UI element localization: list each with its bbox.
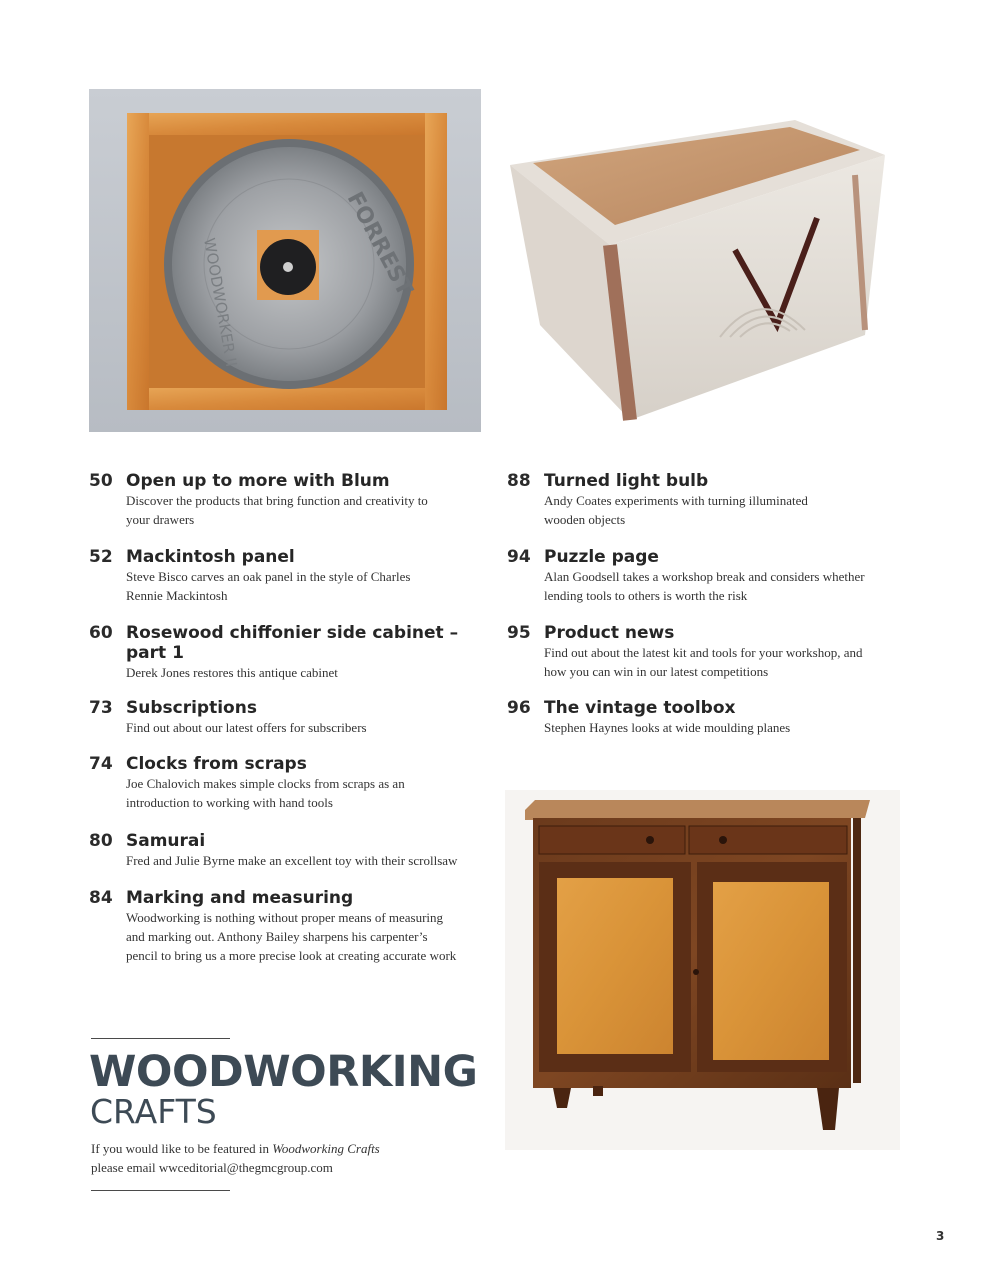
toc-page-number: 96 [507, 698, 531, 718]
toc-description-line: Woodworking is nothing without proper means of measuring [126, 910, 444, 925]
toc-page-number: 52 [89, 547, 113, 567]
divider-top [91, 1038, 230, 1039]
toc-title: Samurai [126, 831, 206, 851]
toc-description-line: pencil to bring us a more precise look at creating accurate work [126, 948, 457, 963]
toc-page-number: 80 [89, 831, 113, 851]
toc-entry[interactable] [507, 471, 902, 547]
toc-title: Open up to more with Blum [126, 471, 390, 491]
masthead-title: WOODWORKING [89, 1047, 478, 1097]
masthead-subtitle: CRAFTS [90, 1092, 217, 1131]
divider-bottom [91, 1190, 230, 1191]
feature-note-prefix: If you would like to be featured in [91, 1141, 273, 1156]
toc-description-line: Joe Chalovich makes simple clocks from scraps as an [126, 776, 405, 791]
toc-entry[interactable] [89, 623, 484, 698]
toc-entry[interactable] [507, 547, 902, 623]
toc-entry[interactable] [89, 888, 484, 968]
toc-entry[interactable] [89, 754, 484, 831]
toc-page-number: 74 [89, 754, 113, 774]
toc-title: Subscriptions [126, 698, 257, 718]
svg-text:FORREST: FORREST [341, 188, 418, 301]
toc-description-line: Alan Goodsell takes a workshop break and considers whether [544, 569, 865, 584]
feature-note-email[interactable]: please email wwceditorial@thegmcgroup.com [91, 1160, 333, 1175]
toc-description-line: lending tools to others is worth the risk [544, 588, 748, 603]
chest-photo [505, 115, 890, 430]
toc-page-number: 84 [89, 888, 113, 908]
toc-description-line: Steve Bisco carves an oak panel in the style of Charles [126, 569, 411, 584]
toc-description-line: and marking out. Anthony Bailey sharpens his carpenter’s [126, 929, 428, 944]
page-number: 3 [936, 1229, 945, 1243]
toc-title: Puzzle page [544, 547, 659, 567]
toc-page-number: 88 [507, 471, 531, 491]
toc-description-line: Fred and Julie Byrne make an excellent toy with their scrollsaw [126, 853, 458, 868]
cabinet-photo [505, 790, 900, 1150]
toc-entry[interactable] [507, 623, 902, 698]
toc-left-column [89, 471, 484, 968]
toc-page-number: 50 [89, 471, 113, 491]
feature-note [91, 1139, 451, 1177]
toc-title: Product news [544, 623, 675, 643]
toc-description-line: how you can win in our latest competitions [544, 664, 769, 679]
svg-text:WOODWORKER II: WOODWORKER II [200, 236, 241, 369]
toc-entry[interactable] [89, 698, 484, 754]
toc-description-line: Rennie Mackintosh [126, 588, 228, 603]
toc-description-line: Discover the products that bring function and creativity to [126, 493, 428, 508]
toc-description-line: Andy Coates experiments with turning illuminated [544, 493, 808, 508]
toc-title: Rosewood chiffonier side cabinet – [126, 623, 459, 643]
toc-title: Clocks from scraps [126, 754, 307, 774]
toc-description-line: Find out about our latest offers for subscribers [126, 720, 367, 735]
toc-title-continued: part 1 [126, 643, 184, 663]
saw-clock-photo [89, 89, 481, 432]
toc-title: The vintage toolbox [544, 698, 736, 718]
toc-description-line: Find out about the latest kit and tools for your workshop, and [544, 645, 863, 660]
toc-title: Mackintosh panel [126, 547, 295, 567]
toc-description-line: your drawers [126, 512, 195, 527]
toc-right-column [507, 471, 902, 754]
toc-title: Marking and measuring [126, 888, 354, 908]
toc-entry[interactable] [89, 471, 484, 547]
toc-description-line: Stephen Haynes looks at wide moulding planes [544, 720, 791, 735]
toc-page-number: 73 [89, 698, 113, 718]
toc-page-number: 60 [89, 623, 113, 643]
toc-description-line: introduction to working with hand tools [126, 795, 333, 810]
magazine-name: Woodworking Crafts [272, 1141, 380, 1156]
toc-title: Turned light bulb [544, 471, 709, 491]
toc-entry[interactable] [89, 547, 484, 623]
toc-description-line: Derek Jones restores this antique cabinet [126, 665, 338, 680]
toc-description-line: wooden objects [544, 512, 626, 527]
toc-page-number: 94 [507, 547, 531, 567]
toc-page-number: 95 [507, 623, 531, 643]
toc-entry[interactable] [89, 831, 484, 888]
toc-entry[interactable] [507, 698, 902, 754]
